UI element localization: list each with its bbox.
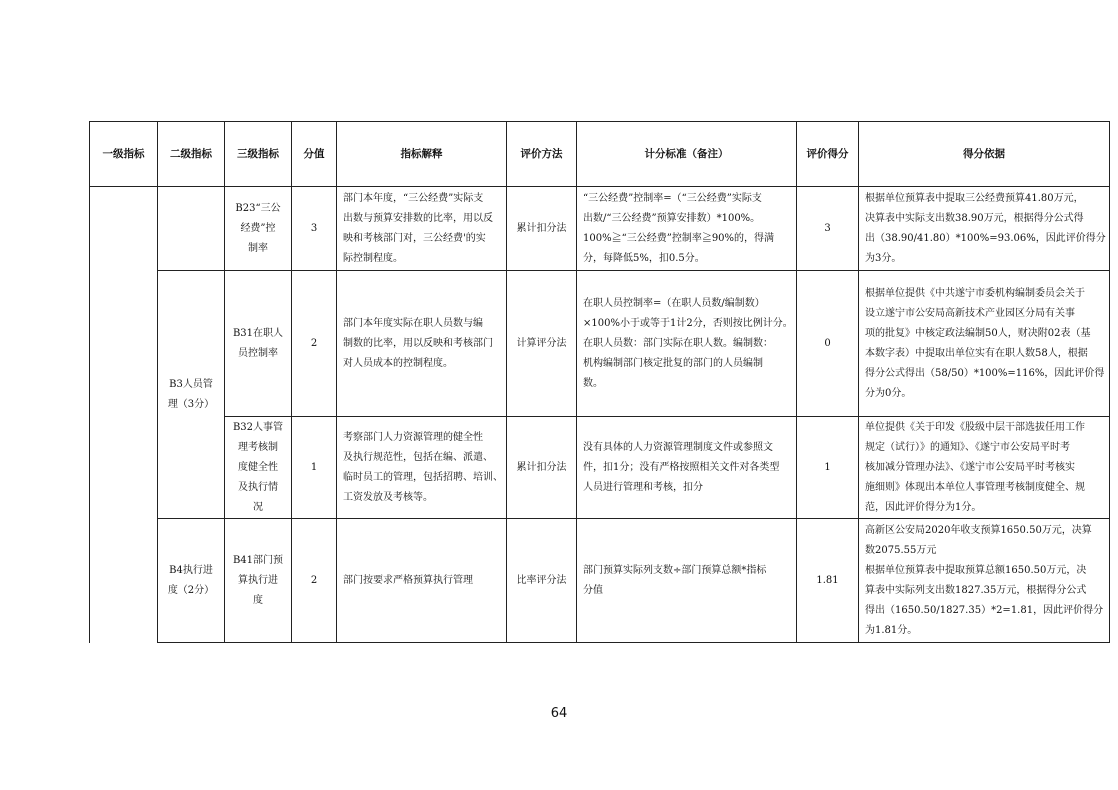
header-standard: 计分标准（备注） [577,122,797,187]
table-row [90,417,1110,519]
header-level1: 一级指标 [90,122,158,187]
table-header-row [90,122,1110,187]
header-level3: 三级指标 [225,122,292,187]
eval-score-cell: 0 [797,271,859,417]
eval-score-cell: 3 [797,187,859,271]
standard-cell: “三公经费”控制率=（“三公经费”实际支 出数/“三公经费”预算安排数）*100%。 100%≧“三公经费”控制率≧90%的，得满 分，每降低5%，扣0.5分。 [577,187,797,271]
explanation-cell: 部门本年度实际在职人员数与编 制数的比率，用以反映和考核部门 对人员成本的控制程度。 [337,271,507,417]
score-cell: 1 [292,417,337,519]
basis-cell: 根据单位预算表中提取三公经费预算41.80万元， 决算表中实际支出数38.90万元，根据得分公式得 出（38.90/41.80）*100%=93.06%，因此评价得分 为3分。 [859,187,1110,271]
basis-cell: 单位提供《关于印发《股级中层干部选拔任用工作 规定（试行）》的通知》、《遂宁市公安局平时考 核加减分管理办法》、《遂宁市公安局平时考核实 施细则》体现出本单位人事管理考核制度健全、规 范，因此评价得分为1分。 [859,417,1110,519]
header-eval-score: 评价得分 [797,122,859,187]
table-row [90,519,1110,643]
basis-cell: 高新区公安局2020年收支预算1650.50万元，决算 数2075.55万元 根据单位预算表中提取预算总额1650.50万元，决 算表中实际列支出数1827.35万元，根据得分公式 得出（1650.50/1827.35）*2=1.81，因此评价得分 为1.81分。 [859,519,1110,643]
method-cell: 比率评分法 [507,519,577,643]
level1-cell [90,187,158,643]
method-cell: 计算评分法 [507,271,577,417]
header-basis: 得分依据 [859,122,1110,187]
eval-score-cell: 1.81 [797,519,859,643]
score-cell: 3 [292,187,337,271]
explanation-cell: 考察部门人力资源管理的健全性 及执行规范性，包括在编、派遣、 临时员工的管理，包括招聘、培训、 工资发放及考核等。 [337,417,507,519]
level2-cell: B3人员管 理（3分） [158,271,225,519]
header-explanation: 指标解释 [337,122,507,187]
eval-score-cell: 1 [797,417,859,519]
level3-cell: B41部门预 算执行进 度 [225,519,292,643]
basis-cell: 根据单位提供《中共遂宁市委机构编制委员会关于 设立遂宁市公安局高新技术产业园区分局有关事 项的批复》中核定政法编制50人，财决附02表（基 本数字表）中提取出单位实有在职人数58人，根据 得分公式得出（58/50）*100%=116%，因此评价得 分为0分。 [859,271,1110,417]
table-row [90,187,1110,271]
standard-cell: 没有具体的人力资源管理制度文件或参照文 件，扣1分；没有严格按照相关文件对各类型 人员进行管理和考核，扣分 [577,417,797,519]
header-score: 分值 [292,122,337,187]
score-cell: 2 [292,271,337,417]
explanation-cell: 部门按要求严格预算执行管理 [337,519,507,643]
level2-cell [158,187,225,271]
table-row [90,271,1110,417]
score-cell: 2 [292,519,337,643]
explanation-cell: 部门本年度，“三公经费”实际支 出数与预算安排数的比率，用以反 映和考核部门对，三公经费'的实 际控制程度。 [337,187,507,271]
page-number: 64 [550,706,568,721]
level3-cell: B31在职人 员控制率 [225,271,292,417]
evaluation-table [89,121,1110,643]
standard-cell: 在职人员控制率=（在职人员数/编制数） ×100%小于或等于1计2分，否则按比例计分。 在职人员数：部门实际在职人数。编制数： 机构编制部门核定批复的部门的人员编制 数。 [577,271,797,417]
standard-cell: 部门预算实际列支数÷部门预算总额*指标 分值 [577,519,797,643]
method-cell: 累计扣分法 [507,417,577,519]
method-cell: 累计扣分法 [507,187,577,271]
level3-cell: B32人事管 理考核制 度健全性 及执行情 况 [225,417,292,519]
level3-cell: B23“三公 经费”控 制率 [225,187,292,271]
header-level2: 二级指标 [158,122,225,187]
header-method: 评价方法 [507,122,577,187]
level2-cell: B4执行进 度（2分） [158,519,225,643]
